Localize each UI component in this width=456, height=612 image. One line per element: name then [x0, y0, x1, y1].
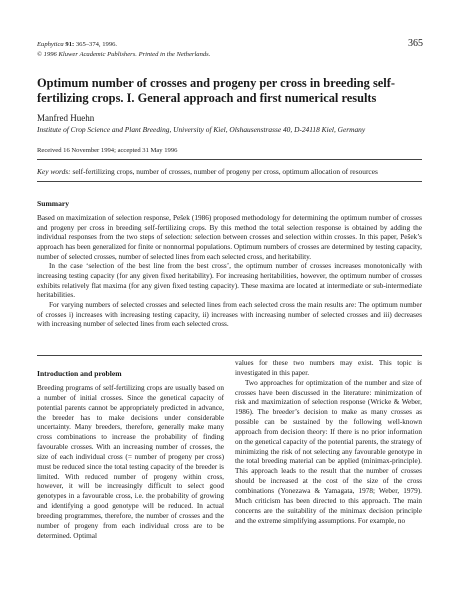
keywords-label: Key words: — [37, 167, 71, 176]
divider-summary — [37, 355, 422, 356]
received-dates: Received 16 November 1994; accepted 31 May 1996 — [37, 147, 178, 154]
summary-paragraph: In the case ‘selection of the best line from the best cross’, the optimum number of crosses increases monotonically with increasing testing capacity (for any given fixed heritability). For increasing heritabilities, however, the optimum number of crosses exhibits relatively flat maxima (for any given fixed testing capacity). These maxima are located at intermediate or sub-intermediate heritabilities. — [37, 262, 422, 300]
author-affiliation: Institute of Crop Science and Plant Breeding, University of Kiel, Olshausenstrasse 40, D-24118 Kiel, Germany — [37, 125, 366, 134]
divider-top — [37, 159, 422, 160]
journal-name: Euphytica — [37, 41, 64, 48]
summary-heading: Summary — [37, 199, 70, 208]
left-column — [37, 384, 224, 542]
summary-paragraph: For varying numbers of selected crosses and selected lines from each selected cross the main results are: The optimum number of crosses i) increases with increasing testing capacity, ii) increases with increasing number of selected crosses and iii) decreases with increasing number of selected lines from each selected cross. — [37, 300, 422, 329]
journal-pages: 365–374, 1996. — [75, 41, 118, 48]
keywords — [37, 167, 378, 176]
right-column — [235, 359, 422, 526]
running-header — [37, 40, 210, 59]
divider-keywords — [37, 181, 422, 182]
citation-line — [37, 40, 210, 50]
keywords-text: self-fertilizing crops, number of crosses, number of progeny per cross, optimum allocation of resources — [72, 167, 378, 176]
body-paragraph: values for these two numbers may exist. This topic is investigated in this paper. — [235, 359, 422, 377]
summary-paragraph: Based on maximization of selection response, Pešek (1986) proposed methodology for determining the optimum number of crosses and progeny per cross in breeding self-fertilizing crops. By this method the total selection response is obtained by adding the individual responses from the two steps of selection: selection between crosses and selection within crosses. In this paper, Pešek’s approach has been generalized for finite or nonnormal populations. Optimum numbers of crosses are determined by testing capacity, number of selected crosses, number of selected lines from each selected cross, and heritability. — [37, 214, 422, 261]
article-title: Optimum number of crosses and progeny per cross in breeding self-fertilizing crops. I. General approach and first numerical results — [37, 76, 395, 105]
page-number: 365 — [408, 38, 423, 49]
body-paragraph: Two approaches for optimization of the number and size of crosses have been discussed in the literature: minimization of risk and maximization of selection response (Wricke & Weber, 1986). The breeder’s decision to make as many crosses as possible can be sustained by the following well-known approach from decision theory: If there is no prior information on the genetical capacity of the potential parents, the strategy of minimizing the risk of not selecting any favourable genotype in the total breeding material can be applied (minimax-principle). This approach leads to the result that the number of crosses should be increased at the cost of the size of the cross combinations (Yonezawa & Yamagata, 1978; Weber, 1979). Much criticism has been directed to this approach. The main concerns are the suitability of the minimax decision principle and the extreme simplifying assumptions. For example, no — [235, 378, 422, 525]
introduction-heading: Introduction and problem — [37, 369, 122, 378]
summary-body — [37, 214, 422, 330]
author-name: Manfred Huehn — [37, 113, 95, 123]
copyright-line: © 1996 Kluwer Academic Publishers. Printed in the Netherlands. — [37, 50, 211, 58]
journal-volume: 91: — [65, 41, 75, 48]
body-paragraph: Breeding programs of self-fertilizing crops are usually based on a number of initial crosses. Since the genetical capacity of potential parents cannot be appropriately predicted in advance, the breeder has to make decisions under considerable uncertainty. Many breeders, therefore, generally make many cross combinations to increase the probability of finding favourable crosses. With an increasing number of crosses, the size of each individual cross (= number of progeny per cross) must be reduced since the total testing capacity of the breeder is limited. With reduced number of progeny within cross, however, it will be increasingly difficult to select good genotypes in a favourable cross, i.e. the probability of growing and identifying a good genotype will be reduced. In actual breeding programmes, therefore, the number of crosses and the number of progeny from each individual cross are to be determined. Optimal — [37, 384, 224, 540]
